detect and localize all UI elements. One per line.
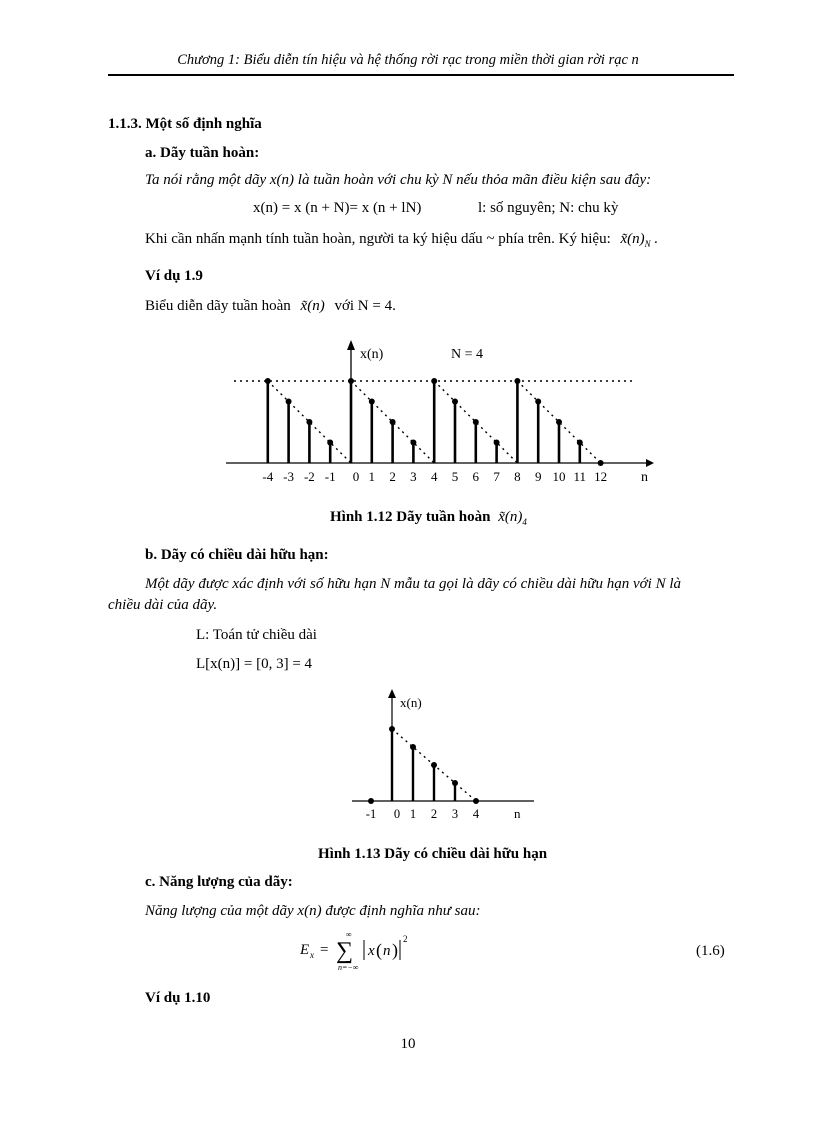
example-1-10-title: Ví dụ 1.10 — [145, 990, 211, 1006]
stem-point — [368, 798, 374, 804]
figure-1-13 — [340, 686, 540, 826]
stem-point — [389, 726, 395, 732]
notation-text — [145, 231, 658, 249]
subsection-c-title: c. Năng lượng của dãy: — [145, 874, 293, 890]
x-axis-arrow — [646, 459, 654, 467]
tick-label: 1 — [409, 807, 417, 821]
equation-power: 2 — [403, 934, 408, 944]
tick-label: 4 — [430, 469, 438, 484]
notation-subscript: N — [644, 239, 651, 249]
stem-point — [265, 378, 271, 384]
y-axis-arrow — [388, 689, 396, 698]
tick-label: 6 — [472, 469, 480, 484]
periodic-formula-note: l: số nguyên; N: chu kỳ — [478, 200, 619, 216]
y-axis-arrow — [347, 340, 355, 350]
length-operator: L: Toán tử chiều dài — [196, 627, 317, 643]
tick-label: -4 — [262, 469, 274, 484]
tick-label: 0 — [393, 807, 401, 821]
length-example: L[x(n)] = [0, 3] = 4 — [196, 656, 313, 672]
periodic-symbol: x̃(n) — [300, 298, 325, 314]
figure-1-12-caption-text: Hình 1.12 Dãy tuần hoàn — [330, 509, 491, 525]
tick-label: 5 — [451, 469, 459, 484]
stem-point — [390, 419, 396, 425]
stem-point — [410, 744, 416, 750]
equation-sigma: ∑ — [336, 938, 354, 964]
stem-point — [577, 440, 583, 446]
subsection-a-title: a. Dãy tuần hoàn: — [145, 145, 260, 161]
finite-definition-line2: chiều dài của dãy. — [108, 597, 218, 613]
notation-sentence: Khi cần nhấn mạnh tính tuần hoàn, người ta ký hiệu dấu ~ phía trên. Ký hiệu: — [145, 231, 611, 247]
stem-point — [452, 399, 458, 405]
page-number: 10 — [400, 1036, 416, 1052]
stem-point — [286, 399, 292, 405]
periodic-definition: Ta nói rằng một dãy x(n) là tuần hoàn với chu kỳ N nếu thỏa mãn điều kiện sau đây: — [145, 172, 652, 188]
equation-number: (1.6) — [696, 943, 725, 959]
y-axis-label: x(n) — [360, 347, 384, 362]
notation-symbol: $x̃(n)_N$ . — [620, 231, 659, 249]
header-rule — [108, 74, 734, 76]
example-1-9-tail: với N = 4. — [334, 298, 396, 314]
stem-point — [598, 460, 604, 466]
tick-label: 3 — [451, 807, 459, 821]
equation-lower-limit: n=−∞ — [338, 963, 359, 972]
equation-x: x — [368, 943, 375, 959]
equation-equals: = — [320, 942, 329, 958]
equation-lparen: ( — [376, 940, 382, 960]
example-1-9-title: Ví dụ 1.9 — [145, 268, 203, 284]
period-label: N = 4 — [451, 347, 484, 362]
y-axis-label: x(n) — [400, 695, 422, 710]
periodic-formula: x(n) = x (n + N)= x (n + lN) — [253, 200, 422, 216]
stem-point — [410, 440, 416, 446]
tick-label: -1 — [324, 469, 336, 484]
x-axis-label: n — [641, 470, 648, 485]
tick-label: -1 — [365, 807, 377, 821]
equation-ex-sub: x — [310, 950, 314, 960]
stem-point — [556, 419, 562, 425]
tick-label: 8 — [514, 469, 521, 484]
subsection-b-title: b. Dãy có chiều dài hữu hạn: — [145, 547, 329, 563]
tick-label: 1 — [368, 469, 376, 484]
stem-point — [306, 419, 312, 425]
tick-label: 4 — [472, 807, 480, 821]
energy-definition: Năng lượng của một dãy x(n) được định nghĩa như sau: — [145, 903, 481, 919]
tick-label: 3 — [410, 469, 417, 484]
example-1-9-text — [145, 298, 396, 315]
tick-label: 2 — [389, 469, 396, 484]
tick-label: 9 — [534, 469, 542, 484]
tick-label: 10 — [552, 469, 566, 484]
example-1-9-lead: Biểu diễn dãy tuần hoàn — [145, 298, 291, 314]
figure-1-13-caption: Hình 1.13 Dãy có chiều dài hữu hạn — [318, 846, 548, 862]
stem-point — [348, 378, 354, 384]
equation-n: n — [383, 943, 391, 959]
stem-point — [431, 378, 437, 384]
stem-point — [431, 762, 437, 768]
stem-point — [452, 780, 458, 786]
stem-point — [369, 399, 375, 405]
equation-ex: E — [300, 942, 310, 958]
figure-1-12-caption-sub: 4 — [522, 517, 527, 527]
tick-label: -3 — [283, 469, 295, 484]
energy-equation — [300, 928, 430, 972]
x-axis-label: n — [514, 806, 521, 821]
stem-point — [473, 419, 479, 425]
tick-label: 7 — [493, 469, 500, 484]
stem-point — [514, 378, 520, 384]
tick-label: 11 — [573, 469, 587, 484]
section-title: 1.1.3. Một số định nghĩa — [108, 116, 262, 132]
stem-point — [327, 440, 333, 446]
tick-label: -2 — [303, 469, 315, 484]
stem-point — [494, 440, 500, 446]
equation-rparen: ) — [392, 940, 398, 960]
tick-label: 2 — [430, 807, 438, 821]
tick-label: 0 — [352, 469, 360, 484]
tick-label: 12 — [594, 469, 608, 484]
stem-point — [473, 798, 479, 804]
finite-definition-line1: Một dãy được xác định với số hữu hạn N mẫu ta gọi là dãy có chiều dài hữu hạn với N là — [145, 576, 681, 592]
chapter-header: Chương 1: Biểu diễn tín hiệu và hệ thống rời rạc trong miền thời gian rời rạc n — [177, 52, 639, 68]
figure-1-12-caption — [330, 509, 527, 527]
stem-point — [535, 399, 541, 405]
figure-1-12-caption-symbol: $x̃(n)_4$ — [498, 509, 527, 527]
figure-1-12 — [220, 336, 660, 486]
equation-upper-limit: ∞ — [346, 930, 352, 939]
